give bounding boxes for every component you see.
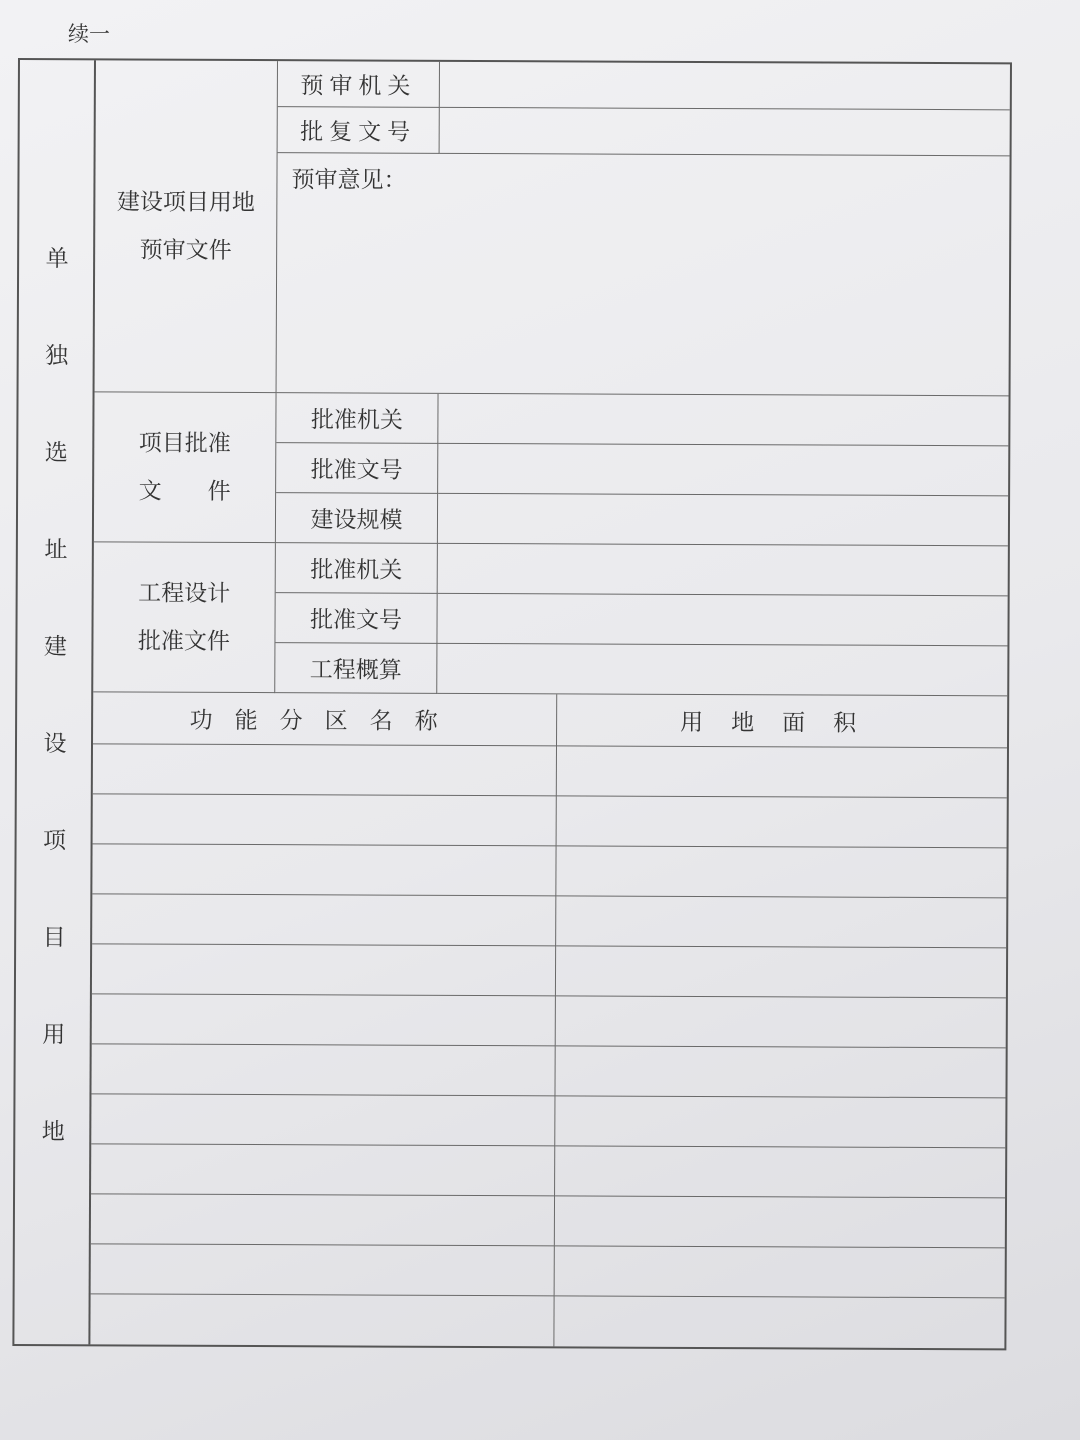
function-zone-name-cell[interactable]	[93, 744, 557, 796]
land-area-cell[interactable]	[556, 896, 1006, 948]
approval-doc-number-field[interactable]	[440, 108, 1010, 156]
project-approval-label	[94, 392, 277, 543]
project-budget-label: 工程概算	[275, 643, 437, 694]
group-label-line: 工程设计	[138, 580, 231, 607]
design-approval-number-label: 批准文号	[275, 593, 437, 644]
approval-doc-number-label: 批复文号	[278, 107, 440, 154]
group-label-line: 批准文件	[137, 628, 231, 655]
group-label-line: 建设项目用地	[116, 188, 255, 216]
function-zone-name-cell[interactable]	[91, 1244, 555, 1296]
approval-number-field[interactable]	[438, 444, 1008, 496]
land-area-cell[interactable]	[556, 996, 1006, 1048]
design-approval-authority-field[interactable]	[438, 544, 1008, 596]
function-zone-name-cell[interactable]	[91, 1094, 555, 1146]
land-area-cell[interactable]	[555, 1196, 1005, 1248]
side-title-char: 单	[45, 246, 69, 273]
land-area-cell[interactable]	[555, 1096, 1005, 1148]
design-approval-number-field[interactable]	[437, 594, 1007, 646]
function-zone-name-cell[interactable]	[92, 844, 556, 896]
side-title-char: 用	[42, 1022, 66, 1049]
land-area-cell[interactable]	[556, 846, 1006, 898]
function-zone-name-cell[interactable]	[91, 1044, 555, 1096]
side-title-char: 目	[42, 925, 66, 952]
construction-scale-field[interactable]	[438, 494, 1008, 546]
page-label: 续一	[68, 22, 110, 46]
land-area-cell[interactable]	[555, 1046, 1005, 1098]
land-area-cell[interactable]	[557, 746, 1007, 798]
approval-authority-label: 批准机关	[276, 393, 438, 444]
approval-authority-field[interactable]	[438, 394, 1008, 446]
function-zone-name-cell[interactable]	[92, 944, 556, 996]
side-title-char: 建	[43, 634, 67, 661]
function-zone-name-cell[interactable]	[91, 1144, 555, 1196]
review-opinion-label: 预审意见：	[291, 167, 407, 194]
side-title-char: 地	[41, 1119, 65, 1146]
review-authority-field[interactable]	[440, 62, 1010, 110]
side-title-char: 址	[44, 537, 68, 564]
side-title-char: 项	[43, 828, 67, 855]
land-area-cell[interactable]	[557, 796, 1007, 848]
land-area-cell[interactable]	[554, 1296, 1004, 1348]
land-area-header: 用地面积	[557, 694, 1007, 748]
group-label-line: 预审文件	[139, 237, 232, 264]
review-authority-label: 预审机关	[278, 61, 440, 108]
land-area-cell[interactable]	[556, 946, 1006, 998]
function-zone-name-header: 功能分区名称	[93, 692, 557, 746]
preview-documents-label	[95, 60, 278, 393]
side-title-char: 选	[44, 440, 68, 467]
design-approval-label	[93, 542, 276, 693]
side-title-char: 独	[45, 343, 69, 370]
land-area-cell[interactable]	[555, 1146, 1005, 1198]
group-label-line: 文 件	[138, 478, 231, 505]
side-title-char: 设	[43, 731, 67, 758]
approval-number-label: 批准文号	[276, 443, 438, 494]
function-zone-name-cell[interactable]	[93, 794, 557, 846]
design-approval-authority-label: 批准机关	[276, 543, 438, 594]
function-zone-name-cell[interactable]	[90, 1294, 554, 1346]
land-area-cell[interactable]	[555, 1246, 1005, 1298]
function-zone-name-cell[interactable]	[92, 994, 556, 1046]
side-title-column	[14, 60, 96, 1344]
function-zone-name-cell[interactable]	[92, 894, 556, 946]
group-label-line: 项目批准	[138, 430, 231, 457]
construction-scale-label: 建设规模	[276, 493, 438, 544]
land-use-form-table	[12, 58, 1012, 1350]
function-zone-name-cell[interactable]	[91, 1194, 555, 1246]
review-opinion-field[interactable]	[277, 153, 1010, 396]
project-budget-field[interactable]	[437, 644, 1007, 696]
